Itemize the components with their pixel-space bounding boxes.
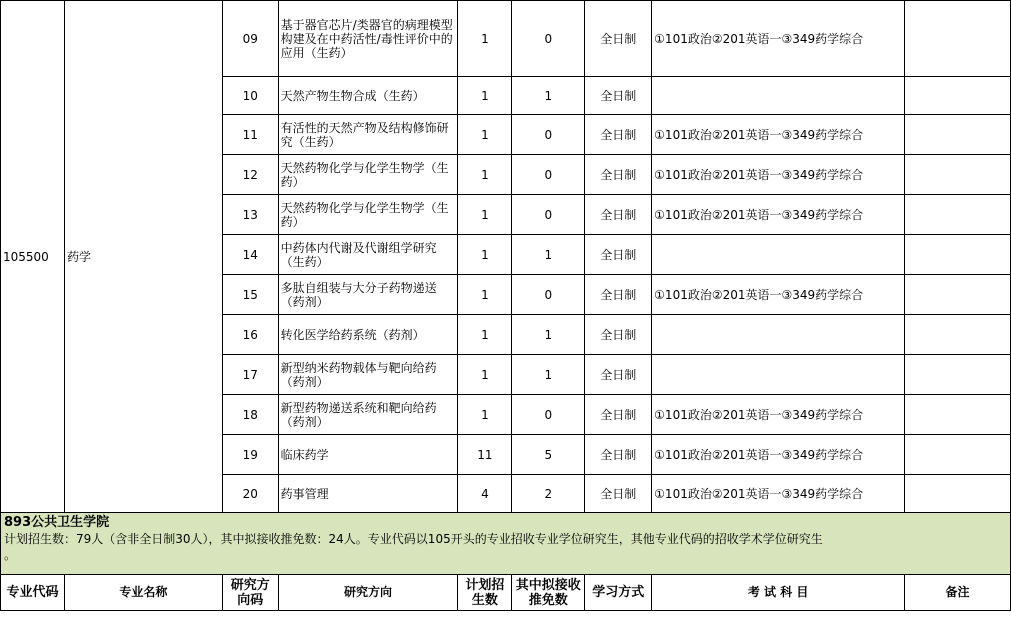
exempt-count-cell: 0: [512, 155, 585, 195]
exam-subjects-cell: ①101政治②201英语一③349药学综合: [652, 1, 905, 77]
direction-cell: 天然产物生物合成（生药）: [278, 77, 458, 115]
note-cell: [905, 275, 1011, 315]
study-mode-cell: 全日制: [585, 155, 652, 195]
plan-count-cell: 11: [458, 435, 512, 475]
table-row: [1, 1, 1011, 77]
direction-code-cell: 09: [222, 1, 278, 77]
direction-code-cell: 20: [222, 475, 278, 513]
exam-subjects-cell: ①101政治②201英语一③349药学综合: [652, 435, 905, 475]
study-mode-cell: 全日制: [585, 77, 652, 115]
direction-code-cell: 10: [222, 77, 278, 115]
header-direction: 研究方向: [278, 575, 458, 611]
header-plan: 计划招生数: [458, 575, 512, 611]
note-cell: [905, 77, 1011, 115]
exempt-count-cell: 0: [512, 195, 585, 235]
exempt-count-cell: 1: [512, 315, 585, 355]
direction-cell: 转化医学给药系统（药剂）: [278, 315, 458, 355]
direction-cell: 多肽自组装与大分子药物递送（药剂）: [278, 275, 458, 315]
direction-code-cell: 18: [222, 395, 278, 435]
program-code: 105500: [1, 1, 65, 513]
plan-count-cell: 1: [458, 235, 512, 275]
direction-code-cell: 13: [222, 195, 278, 235]
exam-subjects-cell: ①101政治②201英语一③349药学综合: [652, 195, 905, 235]
exam-subjects-cell: ①101政治②201英语一③349药学综合: [652, 275, 905, 315]
direction-code-cell: 11: [222, 115, 278, 155]
note-cell: [905, 355, 1011, 395]
plan-count-cell: 1: [458, 115, 512, 155]
direction-code-cell: 12: [222, 155, 278, 195]
header-note: 备注: [905, 575, 1011, 611]
exam-subjects-cell: ①101政治②201英语一③349药学综合: [652, 115, 905, 155]
study-mode-cell: 全日制: [585, 195, 652, 235]
exam-subjects-cell: ①101政治②201英语一③349药学综合: [652, 395, 905, 435]
direction-cell: 天然药物化学与化学生物学（生药）: [278, 155, 458, 195]
plan-count-cell: 1: [458, 155, 512, 195]
section-band: [1, 513, 1011, 575]
study-mode-cell: 全日制: [585, 395, 652, 435]
exempt-count-cell: 0: [512, 1, 585, 77]
exempt-count-cell: 0: [512, 115, 585, 155]
plan-count-cell: 1: [458, 77, 512, 115]
note-cell: [905, 315, 1011, 355]
note-cell: [905, 435, 1011, 475]
plan-count-cell: 1: [458, 275, 512, 315]
exempt-count-cell: 5: [512, 435, 585, 475]
direction-code-cell: 14: [222, 235, 278, 275]
exam-subjects-cell: [652, 355, 905, 395]
study-mode-cell: 全日制: [585, 115, 652, 155]
exempt-count-cell: 1: [512, 235, 585, 275]
study-mode-cell: 全日制: [585, 315, 652, 355]
header-exam: 考 试 科 目: [652, 575, 905, 611]
note-cell: [905, 155, 1011, 195]
direction-cell: 药事管理: [278, 475, 458, 513]
direction-cell: 临床药学: [278, 435, 458, 475]
note-cell: [905, 115, 1011, 155]
exam-subjects-cell: [652, 315, 905, 355]
header-direction-code: 研究方向码: [222, 575, 278, 611]
study-mode-cell: 全日制: [585, 355, 652, 395]
direction-cell: 基于器官芯片/类器官的病理模型构建及在中药活性/毒性评价中的应用（生药）: [278, 1, 458, 77]
direction-code-cell: 16: [222, 315, 278, 355]
note-cell: [905, 475, 1011, 513]
exempt-count-cell: 0: [512, 275, 585, 315]
exam-subjects-cell: [652, 77, 905, 115]
direction-cell: 新型纳米药物载体与靶向给药（药剂）: [278, 355, 458, 395]
program-name: 药学: [64, 1, 222, 513]
exempt-count-cell: 1: [512, 355, 585, 395]
plan-count-cell: 1: [458, 395, 512, 435]
study-mode-cell: 全日制: [585, 1, 652, 77]
direction-cell: 有活性的天然产物及结构修饰研究（生药）: [278, 115, 458, 155]
plan-count-cell: 4: [458, 475, 512, 513]
plan-count-cell: 1: [458, 355, 512, 395]
study-mode-cell: 全日制: [585, 235, 652, 275]
direction-cell: 中药体内代谢及代谢组学研究（生药）: [278, 235, 458, 275]
direction-cell: 新型药物递送系统和靶向给药（药剂）: [278, 395, 458, 435]
exempt-count-cell: 1: [512, 77, 585, 115]
direction-cell: 天然药物化学与化学生物学（生药）: [278, 195, 458, 235]
exam-subjects-cell: ①101政治②201英语一③349药学综合: [652, 475, 905, 513]
note-cell: [905, 395, 1011, 435]
note-cell: [905, 1, 1011, 77]
header-name: 专业名称: [64, 575, 222, 611]
study-mode-cell: 全日制: [585, 475, 652, 513]
note-cell: [905, 195, 1011, 235]
exempt-count-cell: 2: [512, 475, 585, 513]
header-mode: 学习方式: [585, 575, 652, 611]
section-title: 893公共卫生学院: [4, 515, 110, 530]
exam-subjects-cell: [652, 235, 905, 275]
plan-count-cell: 1: [458, 315, 512, 355]
exempt-count-cell: 0: [512, 395, 585, 435]
plan-count-cell: 1: [458, 1, 512, 77]
direction-code-cell: 15: [222, 275, 278, 315]
direction-code-cell: 17: [222, 355, 278, 395]
note-cell: [905, 235, 1011, 275]
column-header-row: [1, 575, 1011, 611]
section-info: [1, 513, 1011, 575]
study-mode-cell: 全日制: [585, 275, 652, 315]
plan-count-cell: 1: [458, 195, 512, 235]
header-code: 专业代码: [1, 575, 65, 611]
section-note: 计划招生数：79人（含非全日制30人），其中拟接收推免数：24人。专业代码以105开头的专业招收专业学位研究生，其他专业代码的招收学术学位研究生: [4, 532, 823, 546]
study-mode-cell: 全日制: [585, 435, 652, 475]
direction-code-cell: 19: [222, 435, 278, 475]
exam-subjects-cell: ①101政治②201英语一③349药学综合: [652, 155, 905, 195]
header-exempt: 其中拟接收推免数: [512, 575, 585, 611]
section-note-tail: 。: [4, 548, 17, 562]
